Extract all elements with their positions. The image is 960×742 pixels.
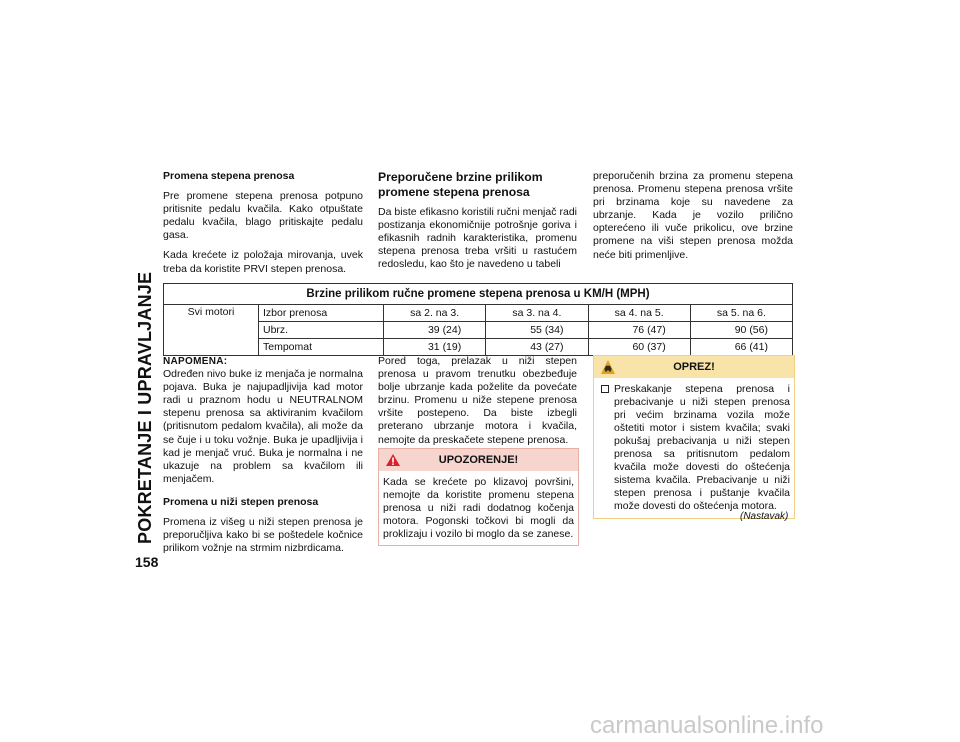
table-row [164,322,793,339]
car-caution-icon [600,359,616,375]
table-header-cell: sa 3. na 4. [486,305,588,322]
section-title: POKRETANJE I UPRAVLJANJE [135,271,155,544]
downshift-heading: Promena u niži stepen prenosa [163,495,319,508]
caution-box [593,355,795,519]
note-label: NAPOMENA: [163,356,228,367]
table-cell: 55 (34) [486,322,588,339]
recommended-speeds-paragraph: Da biste efikasno koristili ručni menjač radi postizanja ekonomičnije potrošnje goriva i efikasnih radnih karakteristika, promenu stepena prenosa treba vršiti u rastućem redosledu, kao što je navedeno u tabeli [378,206,577,271]
table-cell: 39 (24) [384,322,486,339]
table-cell: 76 (47) [588,322,690,339]
gear-change-paragraph-2: Kada krećete iz položaja mirovanja, uvek treba da koristite PRVI stepen prenosa. [163,249,363,275]
recommended-speeds-continuation [593,170,793,269]
table-row [164,339,793,356]
table-cell: 60 (37) [588,339,690,356]
table-cell: 90 (56) [690,322,792,339]
caution-header [594,356,794,378]
note-and-downshift-section [163,355,363,562]
watermark: carmanualsonline.info [590,712,824,739]
table-header-cell: sa 2. na 3. [384,305,486,322]
recommended-speeds-heading: Preporučene brzine prilikom promene stepena prenosa [378,170,543,199]
downshift-paragraph: Promena iz višeg u niži stepen prenosa je preporučljiva kako bi se poštedele kočnice prilikom vožnje na strmim nizbrdicama. [163,516,363,555]
gear-change-heading: Promena stepena prenosa [163,170,295,182]
table-caption-row [164,284,793,305]
table-cell: Tempomat [259,339,384,356]
table-cell: 31 (19) [384,339,486,356]
table-header-cell: sa 5. na 6. [690,305,792,322]
caution-body [594,378,794,518]
table-header-cell: sa 4. na 5. [588,305,690,322]
table-caption: Brzine prilikom ručne promene stepena prenosa u KM/H (MPH) [164,284,793,305]
table-cell: Ubrz. [259,322,384,339]
warning-header [379,449,578,471]
downshift-paragraph-2: Pored toga, prelazak u niži stepen prenosa u pravom trenutku obezbeđuje bolje ubrzanje kada poželite da povećate brzinu. Promenu u niže stepene prenosa vršite postepeno. Da biste izbegli preterano ubrzanje motora i kvačila, nemojte da preskačete stepene prenosa. [378,355,577,446]
table-cell: 43 (27) [486,339,588,356]
note-text: Određen nivo buke iz menjača je normalna pojava. Buka je najupadljivija kad motor radi u praznom hodu u NEUTRALNOM stepenu prenosa sa aktiviranim kvačilom (pritisnutom pedalom kvačila), ali može da se čuje i u toku vožnje. Buka je upadljivija i kad je menjač vruć. Buka je normalna i ne ukazuje na problem sa kvačilom ili menjačem. [163,368,363,485]
caution-text: Preskakanje stepena prenosa i prebacivanje u niži stepen prenosa pri većim brzinama vozila može oštetiti motor i sistem kvačila; svaki pokušaj prebacivanja u niži stepen prenosa sa pritisnutom pedalom kvačila može dovesti do oštećenja sistema kvačila. Prebacivanje u niži stepen prenosa i puštanje kvačila može dovesti do oštećenja motora. [614,383,790,512]
warning-title: UPOZORENJE! [438,454,519,466]
table-row [164,305,793,322]
square-bullet-icon [601,385,609,393]
table-header-cell: Izbor prenosa [259,305,384,322]
caution-title: OPREZ! [673,361,715,373]
table-cell: 66 (41) [690,339,792,356]
recommended-speeds-paragraph-2: preporučenih brzina za promenu stepena prenosa. Promenu stepena prenosa vršite pri brzinama koje su navedene za ubrzanje. Kada je vozilo prilično opterećeno ili vuče prikolicu, ove brzine promene na viši stepen prenosa možda neće biti primenljive. [593,170,793,261]
gear-change-paragraph-1: Pre promene stepena prenosa potpuno pritisnite pedalu kvačila. Kako otpuštate pedalu kvačila, blago pritiskajte pedalu gasa. [163,190,363,242]
gear-change-section [163,170,363,283]
shift-speed-table [163,283,793,356]
recommended-speeds-section [378,170,577,278]
warning-triangle-icon [385,453,401,467]
warning-text: Kada se krećete po klizavoj površini, nemojte da koristite promenu stepena prenosa u niži radi dodatnog kočenja motora. Pogonski točkovi bi mogli da proklizaju i vozilo bi moglo da se zanese. [383,476,574,540]
list-item [598,383,790,513]
page-number: 158 [135,554,159,570]
engine-label-cell: Svi motori [164,305,259,322]
continued-label: (Nastavak) [740,511,789,522]
engine-label-spacer [164,322,259,356]
downshift-continuation [378,355,577,454]
warning-box [378,448,579,546]
